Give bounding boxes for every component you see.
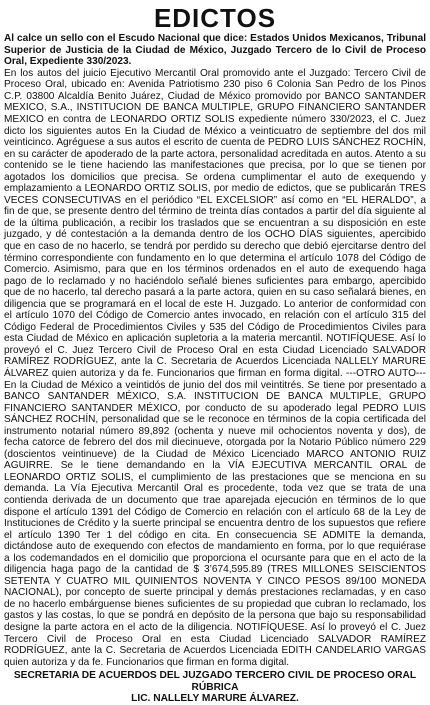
notice-title: EDICTOS: [153, 3, 277, 33]
notice-header: Al calce un sello con el Escudo Nacional que dice: Estados Unidos Mexicanos, Tribunal Superior de Justicia de la Ciudad de México, Juzgado Tercero de lo Civil de Proceso Oral, Expediente 330/2023.: [4, 33, 426, 68]
footer-signature-line: RÚBRICA: [191, 681, 239, 693]
notice-footer: [4, 670, 426, 705]
notice-body: En los autos del juicio Ejecutivo Mercantil Oral promovido ante el Juzgado: Tercero Civil de Proceso Oral, ubicado en: Avenida Patriotismo 230 piso 6 Colonia San Pedro de los Pinos C.P. 03800 Alcaldía Benito Juárez, Ciudad de México promovido por BANCO SANTANDER MEXICO, S.A., INSTITUCION DE BANCA MULTIPLE, GRUPO FINANCIERO SANTANDER MEXICO en contra de LEONARDO ORTIZ SOLIS expediente número 330/2023, el C. Juez dicto los siguientes autos En la Ciudad de México a veinticuatro de septiembre del dos mil veinticinco. Agréguese a sus autos el escrito de cuenta de PEDRO LUIS SÁNCHEZ ROCHÍN, en su carácter de apoderado de la parte actora, personalidad acreditada en autos. Atento a su contenido se le tiene haciendo las manifestaciones que precisa, por lo que se tienen por agotados los domicilios que precisa. Se ordena cumplimentar el auto de exequendo y emplazamiento a LEONARDO ORTIZ SOLIS, por medio de edictos, que se publicarán TRES VECES CONSECUTIVAS en el periódico “EL EXCELSIOR” así como en “EL HERALDO”, a fin de que, se presente dentro del término de treinta días contados a partir del día siguiente al de la última publicación, a recibir los traslados que se encuentran a su disposición en este juzgado, y dé contestación a la demanda dentro de los OCHO DÍAS siguientes, apercibido que en caso de no hacerlo, se tendrá por perdido su derecho que debió ejercitarse dentro del término correspondiente con fundamento en lo que determina el artículo 1078 del Código de Comercio. Asimismo, para que en los términos ordenados en el auto de exequendo haga pago de lo reclamado y no haciéndolo señalé bienes suficientes para embargo, apercibido que de no hacerlo, tal derecho pasará a la parte actora, quien en su caso señalará bienes, en diligencia que se programará en el local de este H. Juzgado. Lo anterior de conformidad con el artículo 1070 del Código de Comercio antes invocado, en relación con el artículo 315 del Código Federal de Procedimientos Civiles y 535 del Código de Procedimientos Civiles para esta Ciudad de México en aplicación supletoria a la materia mercantil. NOTIFÍQUESE. Así lo proveyó el C. Juez Tercero Civil de Proceso Oral en esta Ciudad Licenciado SALVADOR RAMÍREZ RODRÍGUEZ, ante la C. Secretaria de Acuerdos Licenciada NALLELY MARURE ÁLVAREZ quien autoriza y da fe. Funcionarios que firman en forma digital. ---OTRO AUTO--- En la Ciudad de México a veintidós de junio del dos mil veintitrés. Se tiene por presentado a BANCO SANTANDER MÉXICO, S.A. INSTITUCION DE BANCA MULTIPLE, GRUPO FINANCIERO SANTANDER MÉXICO, por conducto de su apoderado legal PEDRO LUIS SÁNCHEZ ROCHÍN, personalidad que se le reconoce en términos de la copia certificada del instrumento notarial número 89,892 (ochenta y nueve mil ochocientos noventa y dos), de fecha catorce de febrero del dos mil diecinueve, otorgada por la Notario Público número 229 (doscientos veintinueve) de la Ciudad de México Licenciado MARCO ANTONIO RUIZ AGUIRRE. Se le tiene demandando en la VÍA EJECUTIVA MERCANTIL ORAL de LEONARDO ORTIZ SOLIS, el cumplimiento de las prestaciones que se menciona en su demanda. La Vía Ejecutiva Mercantil Oral es procedente, toda vez que se trata de una contienda derivada de un documento que trae aparejada ejecución en términos de lo que dispone el artículo 1391 del Código de Comercio en relación con el artículo 68 de la Ley de Instituciones de Crédito y la suerte principal se encuentra dentro de los supuestos que refiere el artículo 1390 Ter 1 del código en cita. En consecuencia SE ADMITE la demanda, dictándose auto de exequendo con efectos de mandamiento en forma, por lo que requiérase a los codemandados en el domicilio que proporciona el ocursante para que en el acto de la diligencia haga pago de la cantidad de $ 3’674,595.89 (TRES MILLONES SEISCIENTOS SETENTA Y CUATRO MIL QUINIENTOS NOVENTA Y CINCO PESOS 89/100 MONEDA NACIONAL), por concepto de suerte principal y demás prestaciones reclamadas, y en caso de no hacerlo embárguense bienes suficientes de su propiedad que cubran lo reclamado, los gastos y las costas, lo que se pondrá en depósito de la persona que bajo su responsabilidad designe la parte actora en el acto de la diligencia. NOTIFÍQUESE. Así lo proveyó el C. Juez Tercero Civil de Proceso Oral en esta Ciudad Licenciado SALVADOR RAMÍREZ RODRÍGUEZ, ante la C. Secretaria de Acuerdos Licenciada EDITH CANDELARIO VARGAS quien autoriza y da fe. Funcionarios que firman en forma digital.: [4, 67, 426, 668]
footer-signer-name: LIC. NALLELY MARURE ÁLVAREZ.: [131, 693, 299, 705]
edict-notice: [4, 3, 426, 705]
footer-office-line: SECRETARIA DE ACUERDOS DEL JUZGADO TERCERO CIVIL DE PROCESO ORAL: [13, 670, 417, 682]
